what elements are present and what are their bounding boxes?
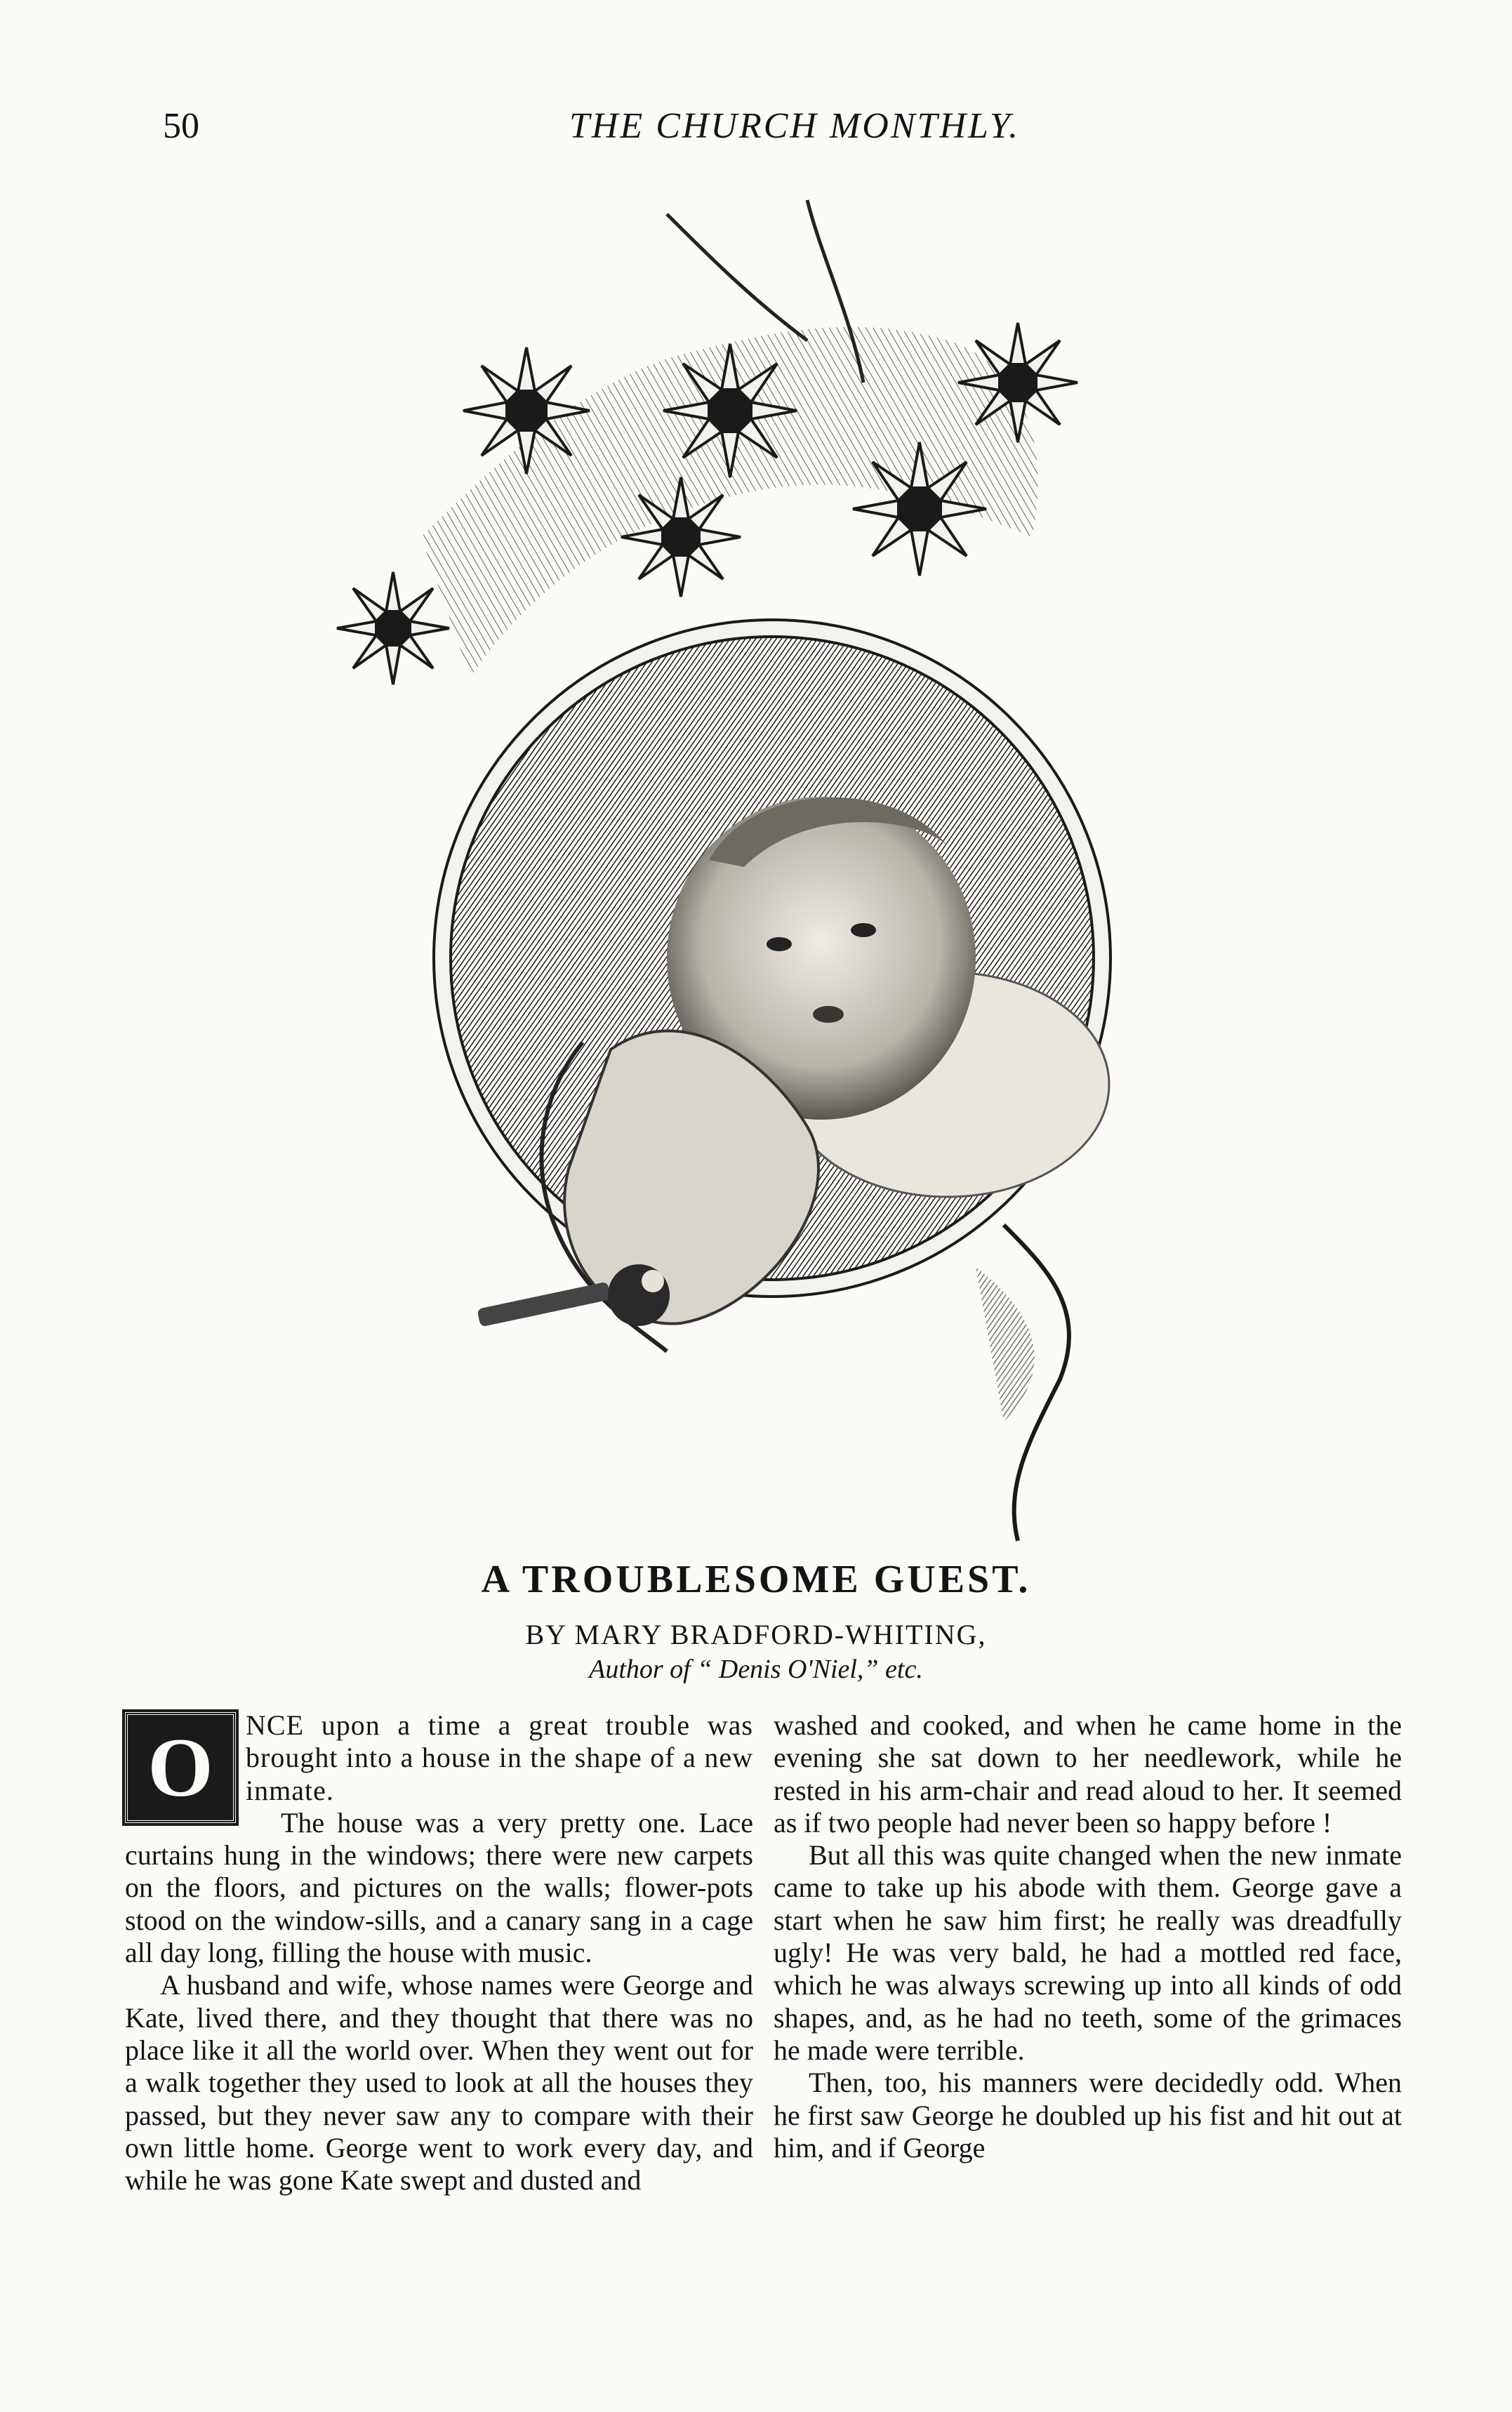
paragraph: Then, too, his manners were decidedly odd. When he first saw George he doubled up his fist and hit out at him, and if George <box>774 2067 1402 2163</box>
page-number: 50 <box>163 106 199 146</box>
paragraph: A husband and wife, whose names were George and Kate, lived there, and they thought that there was no place like it all the world over. When they went out for a walk together they used to look at all the houses they passed, but they never saw any to compare with their own little home. George went to work every day, and while he was gone Kate swept and dusted and <box>125 1969 753 2196</box>
paragraph: The house was a very pretty one. Lace curtains hung in the windows; there were new carpets on the floors, and pictures on the walls; flower-pots stood on the window-sills, and a canary sang in a cage all day long, filling the house with music. <box>125 1806 753 1969</box>
drapery-tail <box>976 1225 1069 1541</box>
page-header <box>0 105 1512 161</box>
left-column <box>125 1709 753 2196</box>
drop-cap-initial: O <box>125 1712 236 1823</box>
paragraph: But all this was quite changed when the new inmate came to take up his abode with them. George gave a start when he saw him first; he really was dreadfully ugly! He was very bald, he had a mottled red face, which he was always screwing up into all kinds of odd shapes, and, as he had no teeth, some of the grimaces he made were terrible. <box>774 1839 1402 2066</box>
paragraph <box>125 1709 753 1814</box>
paragraph-text: NCE upon a time a great trouble was brought into a house in the shape of a new inmate. <box>246 1709 753 1806</box>
paragraph: washed and cooked, and when he came home in the evening she sat down to her needlework, while he rested in his arm-chair and read aloud to her. It seemed as if two people had never been so happy before ! <box>774 1709 1402 1838</box>
article-heading <box>0 1551 1512 1686</box>
byline: BY MARY BRADFORD-WHITING, <box>525 1619 987 1650</box>
right-column <box>774 1709 1402 2164</box>
article-title: A TROUBLESOME GUEST. <box>481 1558 1031 1601</box>
foliage-and-flowers <box>337 200 1077 684</box>
baby-medallion-illustration <box>316 172 1228 1548</box>
running-title: THE CHURCH MONTHLY. <box>569 106 1021 146</box>
author-attribution: Author of “ Denis O'Niel,” etc. <box>589 1655 923 1684</box>
